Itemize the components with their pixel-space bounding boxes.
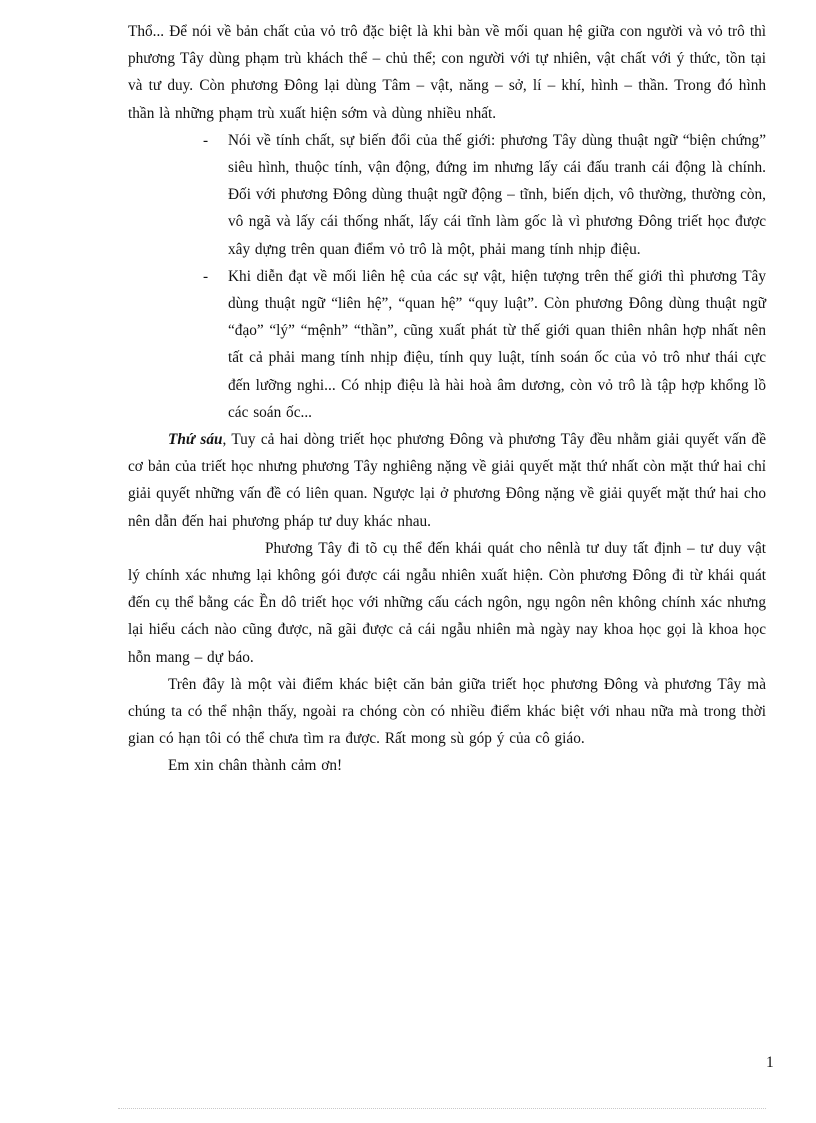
bullet-marker: -: [203, 267, 209, 285]
closing-line: Em xin chân thành cảm ơn!: [168, 757, 343, 775]
page-number: 1: [766, 1054, 774, 1071]
bullet-list: [128, 127, 766, 426]
method-paragraph: Phương Tây đi tõ cụ thể đến khái quát cho nênlà tư duy tất định – tư duy vật lý chính xác nhưng lại không gói được cái ngẫu nhiên xuất hiện. Còn phương Đông đi từ khái quát đến cụ thể bằng các Ền dô triết học với những cấu cách ngôn, ngụ ngôn nên không chính xác nhưng lại hiểu cách nào cũng được, nã gãi được cả cái ngẫu nhiên mà ngày nay khoa học gọi là khoa học hỗn mang – dự báo.: [128, 539, 766, 666]
bullet-item: [128, 263, 766, 426]
summary-paragraph: Trên đây là một vài điểm khác biệt căn bản giữa triết học phương Đông và phương Tây mà chúng ta có thể nhận thấy, ngoài ra chóng còn có nhiều điểm khác biệt với nhau nữa mà trong thời gian có hạn tôi có thể chưa tìm ra được. Rất mong sù góp ý của cô giáo.: [128, 675, 766, 748]
footer-divider: [118, 1108, 766, 1109]
sixth-point-paragraph: [128, 426, 766, 535]
sixth-point-lead: Thứ sáu: [168, 431, 223, 449]
sixth-point-text: , Tuy cả hai dòng triết học phương Đông và phương Tây đều nhằm giải quyết vấn đề cơ bản của triết học nhưng phương Tây nghiêng nặng về giải quyết mặt thứ nhất còn mặt thứ hai chỉ giải quyết những vấn đề có liên quan. Ngược lại ở phương Đông nặng về giải quyết mặt thứ hai cho nên dẫn đến hai phương pháp tư duy khác nhau.: [128, 431, 766, 530]
intro-paragraph: Thổ... Để nói về bản chất của vỏ trô đặc biệt là khi bàn về mối quan hệ giữa con người và vỏ trô thì phương Tây dùng phạm trù khách thể – chủ thể; con người với tự nhiên, vật chất với ý thức, tồn tại và tư duy. Còn phương Đông lại dùng Tâm – vật, năng – sở, lí – khí, hình – thần. Trong đó hình thần là những phạm trù xuất hiện sớm và dùng nhiều nhất.: [128, 23, 766, 122]
bullet-text: Nói về tính chất, sự biến đổi của thế giới: phương Tây dùng thuật ngữ “biện chứng” siêu hình, thuộc tính, vận động, đứng im nhưng lấy cái đấu tranh cái động là chính. Đối với phương Đông dùng thuật ngữ động – tĩnh, biến dịch, vô thường, thường còn, vô ngã và lấy cái thống nhất, lấy cái tĩnh làm gốc là vì phương Đông triết học được xây dựng trên quan điểm vỏ trô là một, phải mang tính nhịp điệu.: [228, 131, 766, 258]
document-body: [128, 18, 766, 780]
bullet-marker: -: [203, 131, 209, 149]
bullet-text: Khi diễn đạt về mối liên hệ của các sự vật, hiện tượng trên thế giới thì phương Tây dùng thuật ngữ “liên hệ”, “quan hệ” “quy luật”. Còn phương Đông dùng thuật ngữ “đạo” “lý” “mệnh” “thần”, cũng xuất phát từ thế giới quan thiên nhân hợp nhất nên tất cả phải mang tính nhịp điệu, tính quy luật, tính soán ốc của vỏ trô như thái cực đến lưỡng nghi... Có nhịp điệu là hài hoà âm dương, còn vỏ trô là tập hợp khổng lồ các soán ốc...: [228, 267, 766, 421]
bullet-item: [128, 127, 766, 263]
